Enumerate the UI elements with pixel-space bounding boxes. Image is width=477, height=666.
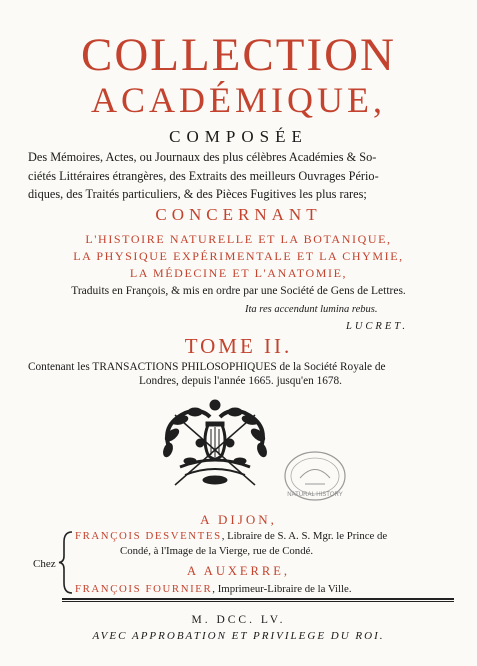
main-subtitle: ACADÉMIQUE, [91,80,386,120]
description-line: Des Mémoires, Actes, ou Journaux des plus célèbres Académies & So- [28,150,377,164]
publication-year: M. DCC. LV. [191,614,286,626]
publisher-detail: , Imprimeur-Libraire de la Ville. [212,583,352,595]
divider-rule [62,598,454,600]
description-line: diques, des Traités particuliers, & des Pièces Fugitives les plus rares; [28,187,367,201]
subject-line: LA PHYSIQUE EXPÉRIMENTALE ET LA CHYMIE, [73,249,404,263]
city-dijon: A DIJON, [200,512,277,527]
description [28,148,453,204]
contents-line: Londres, depuis l'année 1665. jusqu'en 1678. [139,375,342,387]
subject-line: L'HISTOIRE NATURELLE ET LA BOTANIQUE, [85,232,392,246]
chez-label: Chez [33,558,56,570]
concernant-heading: CONCERNANT [155,205,322,224]
subject-line: LA MÉDECINE ET L'ANATOMIE, [129,266,348,280]
contents-note [28,360,453,388]
city-auxerre: A AUXERRE, [187,564,290,578]
publisher-detail: , Libraire de S. A. S. Mgr. le Prince de [221,530,388,542]
description-line: ciétés Littéraires étrangères, des Extraits des meilleurs Ouvrages Pério- [28,168,379,183]
library-stamp-icon [280,446,350,506]
fleuron-ornament-icon [140,395,290,495]
epigraph-motto: Ita res accendunt lumina rebus. [245,304,378,315]
brace-icon [58,530,74,595]
publisher-auxerre [75,583,352,595]
composee-heading: COMPOSÉE [169,127,308,146]
divider-rule [62,601,454,602]
publisher-dijon [75,530,387,542]
publisher-name: FRANÇOIS DESVENTES [75,530,222,542]
stamp-text: NATURAL HISTORY [287,492,343,498]
publisher-address: Condé, à l'Image de la Vierge, rue de Condé. [120,545,314,557]
volume-heading: TOME II. [184,334,293,358]
epigraph-author: LUCRET. [346,321,408,332]
translation-note: Traduits en François, & mis en ordre par une Société de Gens de Lettres. [71,285,406,297]
approbation-line: AVEC APPROBATION ET PRIVILEGE DU ROI. [92,630,385,642]
main-title: COLLECTION [80,29,396,81]
contents-line: Contenant les TRANSACTIONS PHILOSOPHIQUES de la Société Royale de [28,361,386,373]
publisher-name: FRANÇOIS FOURNIER [75,583,213,595]
